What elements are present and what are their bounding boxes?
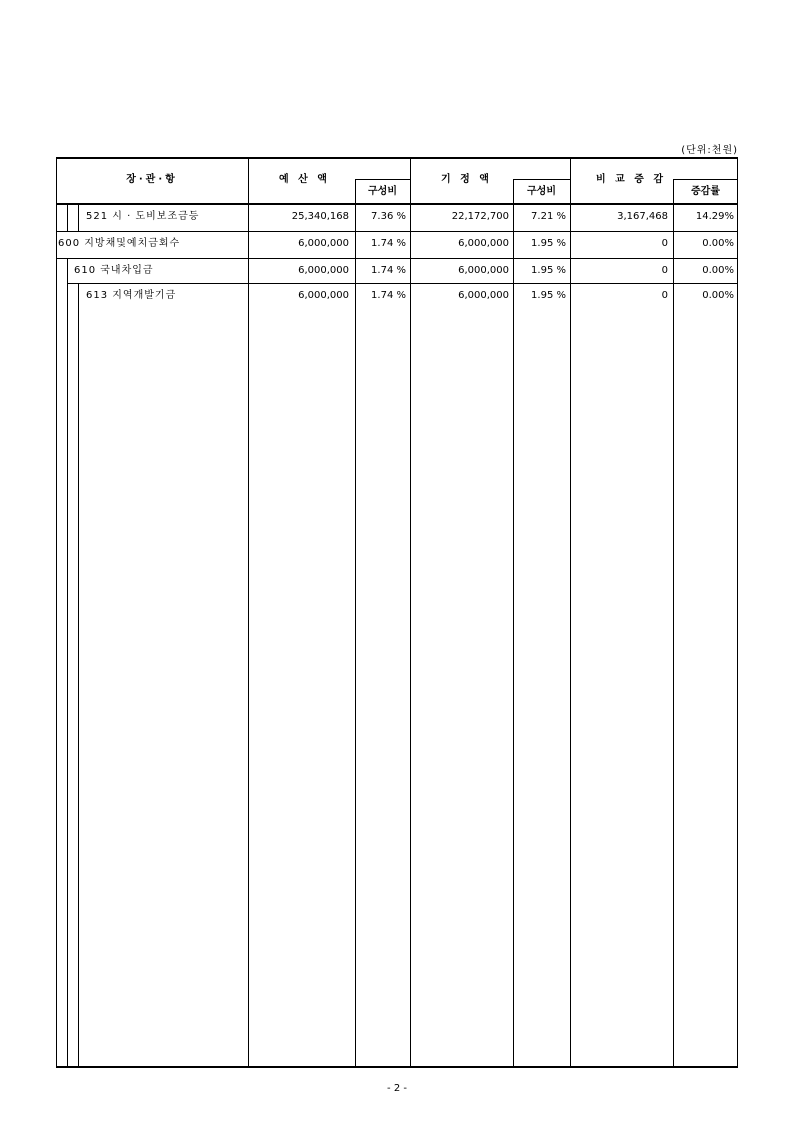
row-3-label: 610 국내차입금 bbox=[74, 265, 154, 276]
row-4-budget: 6,000,000 bbox=[298, 290, 349, 301]
row-3-budget: 6,000,000 bbox=[298, 265, 349, 276]
row-3-prior: 6,000,000 bbox=[458, 265, 509, 276]
row-2-budget-ratio: 1.74 % bbox=[371, 238, 406, 249]
unit-label: (단위:천원) bbox=[681, 145, 738, 156]
row-4-rate: 0.00% bbox=[702, 290, 734, 301]
col-divider-2 bbox=[355, 179, 356, 1068]
page-number: - 2 - bbox=[387, 1083, 407, 1094]
row-1-rate: 14.29% bbox=[695, 211, 734, 222]
header-prior-ratio: 구성비 bbox=[527, 186, 556, 197]
row-4-prior-ratio: 1.95 % bbox=[531, 290, 566, 301]
row-4-prior: 6,000,000 bbox=[458, 290, 509, 301]
budget-table bbox=[56, 157, 738, 1068]
header-category: 장·관·항 bbox=[126, 174, 178, 185]
indent-line-b2 bbox=[78, 283, 79, 1067]
row-1-prior: 22,172,700 bbox=[451, 211, 509, 222]
row-2-diff: 0 bbox=[661, 238, 668, 249]
col-divider-6 bbox=[673, 179, 674, 1068]
row-4-budget-ratio: 1.74 % bbox=[371, 290, 406, 301]
row-1-label: 521 시 · 도비보조금등 bbox=[86, 211, 200, 222]
row-2-label: 600 지방채및예치금회수 bbox=[58, 238, 181, 249]
row-3-budget-ratio: 1.74 % bbox=[371, 265, 406, 276]
header-diff-rate: 증감률 bbox=[691, 186, 720, 197]
indent-line-b1 bbox=[67, 258, 68, 1067]
header-budget-ratio: 구성비 bbox=[368, 186, 397, 197]
table-left-border bbox=[56, 157, 57, 1068]
subheader-line-diff bbox=[673, 179, 738, 180]
row-2-budget: 6,000,000 bbox=[298, 238, 349, 249]
row-3-rate: 0.00% bbox=[702, 265, 734, 276]
row-2-rate: 0.00% bbox=[702, 238, 734, 249]
row-separator-1 bbox=[56, 231, 738, 232]
row-1-diff: 3,167,468 bbox=[617, 211, 668, 222]
row-separator-3 bbox=[67, 283, 738, 284]
header-prior: 기 정 액 bbox=[441, 174, 492, 185]
row-4-label: 613 지역개발기금 bbox=[86, 290, 177, 301]
col-divider-4 bbox=[513, 179, 514, 1068]
table-top-border bbox=[56, 157, 738, 159]
row-4-diff: 0 bbox=[661, 290, 668, 301]
row-1-budget: 25,340,168 bbox=[291, 211, 349, 222]
row-3-prior-ratio: 1.95 % bbox=[531, 265, 566, 276]
row-3-diff: 0 bbox=[661, 265, 668, 276]
row-1-budget-ratio: 7.36 % bbox=[371, 211, 406, 222]
row-1-prior-ratio: 7.21 % bbox=[531, 211, 566, 222]
header-budget: 예 산 액 bbox=[279, 174, 330, 185]
subheader-line-prior bbox=[513, 179, 570, 180]
row-separator-2 bbox=[56, 258, 738, 259]
table-bottom-border bbox=[56, 1066, 738, 1068]
header-diff: 비 교 증 감 bbox=[596, 174, 667, 185]
subheader-line-budget bbox=[355, 179, 410, 180]
header-bottom-border bbox=[56, 203, 738, 205]
row-2-prior: 6,000,000 bbox=[458, 238, 509, 249]
indent-line-a1 bbox=[67, 204, 68, 231]
indent-line-a2 bbox=[78, 204, 79, 231]
row-2-prior-ratio: 1.95 % bbox=[531, 238, 566, 249]
table-right-border bbox=[737, 157, 738, 1068]
